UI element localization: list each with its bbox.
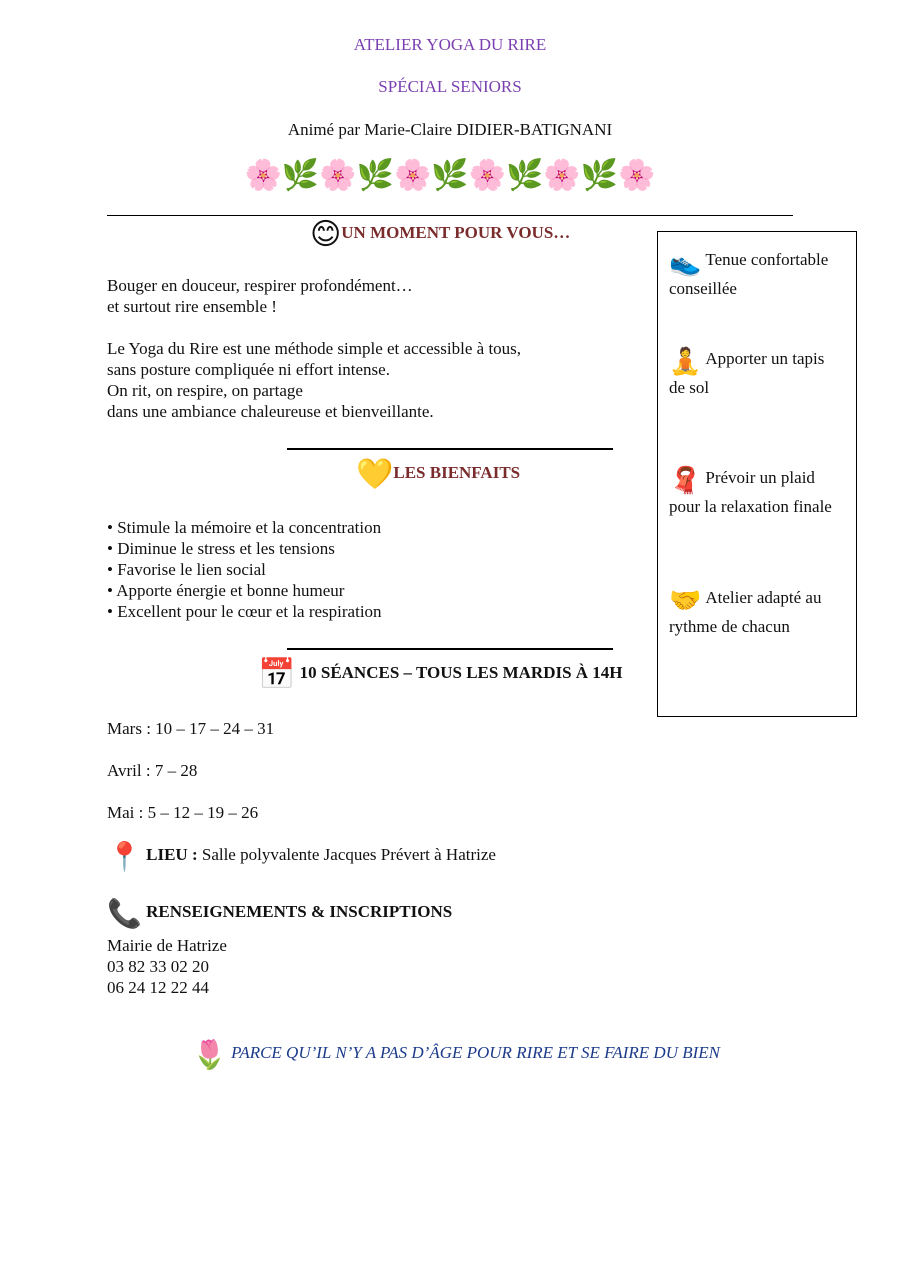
tip-text: Tenue confortable <box>705 250 829 269</box>
session-month-mai: Mai : 5 – 12 – 19 – 26 <box>107 803 259 822</box>
running-shoe-icon: 👟 <box>669 248 702 278</box>
contact-name: Mairie de Hatrize <box>107 936 227 955</box>
location-line <box>107 842 647 872</box>
handshake-icon: 🤝 <box>669 586 702 616</box>
yellow-heart-icon: 💛 <box>356 457 394 492</box>
smiling-face-icon: 😊 <box>310 217 342 252</box>
text-line: Bouger en douceur, respirer profondément… <box>107 276 413 295</box>
contact-details <box>107 935 227 998</box>
text-line: sans posture compliquée ni effort intense. <box>107 360 390 379</box>
text-line: On rit, on respire, on partage <box>107 381 303 400</box>
list-item: • Apporte énergie et bonne humeur <box>107 581 345 600</box>
person-meditating-icon: 🧘 <box>669 347 702 377</box>
section-divider <box>287 648 613 650</box>
list-item: • Diminue le stress et les tensions <box>107 539 335 558</box>
closing-text: PARCE QU’IL N’Y A PAS D’ÂGE POUR RIRE ET SE FAIRE DU BIEN <box>231 1043 720 1062</box>
location-label: LIEU : <box>146 845 198 864</box>
tip-blanket <box>669 466 854 517</box>
tip-text: Prévoir un plaid <box>705 468 815 487</box>
tip-text: rythme de chacun <box>669 617 790 636</box>
contact-heading-text: RENSEIGNEMENTS & INSCRIPTIONS <box>146 902 453 921</box>
tip-mat <box>669 347 854 398</box>
tips-box <box>657 231 857 717</box>
text-line: Le Yoga du Rire est une méthode simple et accessible à tous, <box>107 339 522 358</box>
location-value: Salle polyvalente Jacques Prévert à Hatrize <box>201 845 496 864</box>
tip-text: pour la relaxation finale <box>669 497 832 516</box>
tip-text: conseillée <box>669 279 737 298</box>
moment-paragraph-2 <box>107 338 647 422</box>
calendar-icon: 📅 <box>258 657 296 692</box>
section-divider <box>287 448 613 450</box>
host-line: Animé par Marie-Claire DIDIER-BATIGNANI <box>287 120 613 139</box>
pin-icon: 📍 <box>107 840 142 873</box>
flower-decoration: 🌸🌿🌸🌿🌸🌿🌸🌿🌸🌿🌸 <box>244 158 656 193</box>
text-line: dans une ambiance chaleureuse et bienveillante. <box>107 402 434 421</box>
benefits-heading-text: LES BIENFAITS <box>393 463 521 482</box>
closing-line <box>192 1040 812 1070</box>
text-line: et surtout rire ensemble ! <box>107 297 277 316</box>
header-divider <box>107 215 793 216</box>
page-title: ATELIER YOGA DU RIRE <box>353 35 547 54</box>
contact-heading <box>107 899 647 929</box>
contact-phone: 06 24 12 22 44 <box>107 978 209 997</box>
telephone-icon: 📞 <box>107 897 142 930</box>
contact-phone: 03 82 33 02 20 <box>107 957 209 976</box>
tip-text: Atelier adapté au <box>705 588 822 607</box>
list-item: • Stimule la mémoire et la concentration <box>107 518 382 537</box>
session-month-avril: Avril : 7 – 28 <box>107 761 198 780</box>
tip-text: Apporter un tapis <box>705 349 825 368</box>
list-item: • Excellent pour le cœur et la respiration <box>107 602 382 621</box>
tulip-icon: 🌷 <box>192 1038 227 1071</box>
tip-outfit <box>669 248 854 299</box>
session-month-mars: Mars : 10 – 17 – 24 – 31 <box>107 719 275 738</box>
page-subtitle: SPÉCIAL SENIORS <box>378 77 522 96</box>
tip-adapted <box>669 586 854 637</box>
moment-heading-text: UN MOMENT POUR VOUS… <box>341 223 571 242</box>
sessions-heading-text: 10 SÉANCES – TOUS LES MARDIS À 14H <box>299 663 623 682</box>
moment-heading <box>310 217 650 252</box>
scarf-icon: 🧣 <box>669 466 702 496</box>
benefits-list <box>107 517 647 622</box>
moment-paragraph-1 <box>107 275 647 317</box>
sessions-heading <box>258 657 658 692</box>
list-item: • Favorise le lien social <box>107 560 266 579</box>
benefits-heading <box>356 457 656 492</box>
tip-text: de sol <box>669 378 710 397</box>
